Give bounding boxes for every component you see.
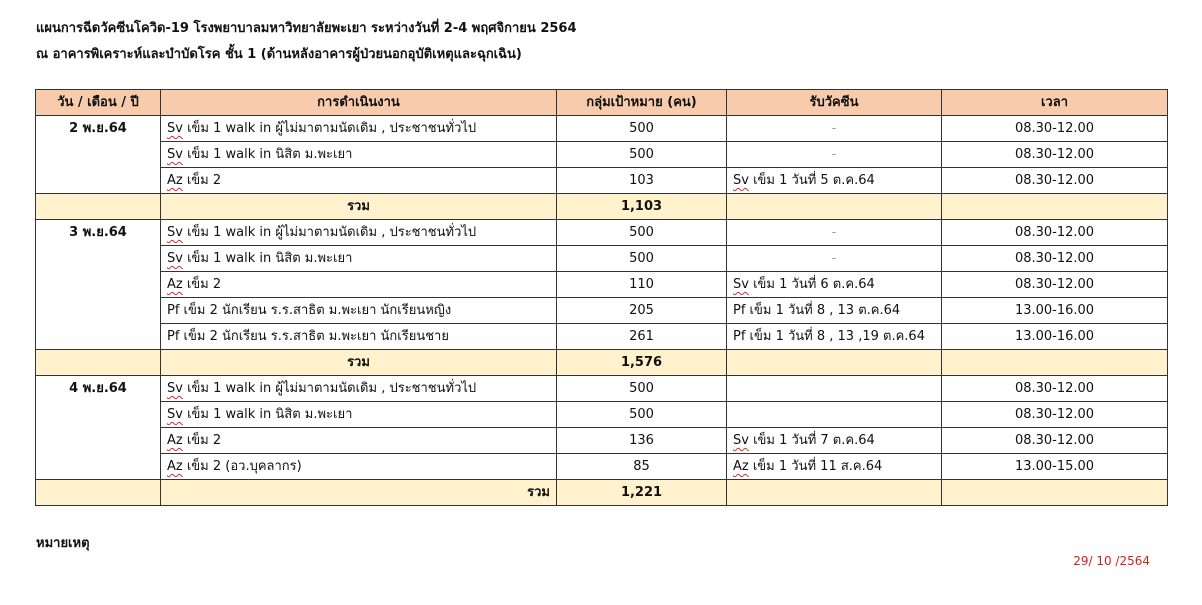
vaccine-cell-text: Pf เข็ม 1 วันที่ 8 , 13 ต.ค.64 <box>733 303 901 318</box>
time-cell: 08.30-12.00 <box>942 142 1168 168</box>
vaccine-brand-abbr: Sv <box>733 173 749 188</box>
activity-cell <box>161 220 557 246</box>
vaccine-brand-abbr: Sv <box>167 251 183 266</box>
activity-cell-text: เข็ม 1 walk in ผู้ไม่มาตามนัดเดิม , ประชาชนทั่วไป <box>182 225 477 240</box>
activity-cell-text: เข็ม 1 walk in นิสิต ม.พะเยา <box>182 407 353 422</box>
table-row <box>36 116 1168 142</box>
vaccine-brand-abbr: Sv <box>167 121 183 136</box>
total-empty-cell <box>727 194 942 220</box>
activity-cell <box>161 428 557 454</box>
table-row <box>36 142 1168 168</box>
total-label: รวม <box>161 350 557 376</box>
vaccine-cell <box>727 376 942 402</box>
vaccine-cell <box>727 246 942 272</box>
activity-cell-text: เข็ม 1 walk in ผู้ไม่มาตามนัดเดิม , ประชาชนทั่วไป <box>182 381 477 396</box>
table-body <box>36 116 1168 506</box>
header-activity: การดำเนินงาน <box>161 90 557 116</box>
vaccine-cell <box>727 324 942 350</box>
vaccine-brand-abbr: Az <box>167 459 183 474</box>
vaccine-cell-text: - <box>831 225 837 240</box>
time-cell: 08.30-12.00 <box>942 116 1168 142</box>
target-cell: 136 <box>557 428 727 454</box>
header-vaccine: รับวัคซีน <box>727 90 942 116</box>
activity-cell <box>161 324 557 350</box>
target-cell: 205 <box>557 298 727 324</box>
vaccine-cell-text: - <box>831 147 837 162</box>
vaccine-brand-abbr: Sv <box>733 277 749 292</box>
target-cell: 500 <box>557 116 727 142</box>
time-cell: 08.30-12.00 <box>942 168 1168 194</box>
vaccine-brand-abbr: Az <box>733 459 749 474</box>
total-value: 1,103 <box>557 194 727 220</box>
table-row <box>36 272 1168 298</box>
vaccine-cell-text: เข็ม 1 วันที่ 5 ต.ค.64 <box>748 173 875 188</box>
time-cell: 08.30-12.00 <box>942 272 1168 298</box>
activity-cell-text: เข็ม 1 walk in นิสิต ม.พะเยา <box>182 147 353 162</box>
vaccine-cell <box>727 142 942 168</box>
target-cell: 85 <box>557 454 727 480</box>
activity-cell-text: Pf เข็ม 2 นักเรียน ร.ร.สาธิต ม.พะเยา นักเรียนหญิง <box>167 303 452 318</box>
vaccine-cell <box>727 428 942 454</box>
table-row <box>36 246 1168 272</box>
vaccine-cell <box>727 272 942 298</box>
header-date: วัน / เดือน / ปี <box>36 90 161 116</box>
target-cell: 110 <box>557 272 727 298</box>
vaccine-cell-text: - <box>831 251 837 266</box>
activity-cell-text: เข็ม 2 <box>182 433 222 448</box>
activity-cell-text: เข็ม 2 <box>182 173 222 188</box>
total-label: รวม <box>161 480 557 506</box>
vaccine-cell <box>727 298 942 324</box>
total-row <box>36 350 1168 376</box>
time-cell: 08.30-12.00 <box>942 246 1168 272</box>
activity-cell <box>161 168 557 194</box>
activity-cell-text: เข็ม 2 (อว.บุคลากร) <box>182 459 302 474</box>
target-cell: 500 <box>557 376 727 402</box>
table-row <box>36 402 1168 428</box>
total-empty-cell <box>727 350 942 376</box>
date-stamp: 29/ 10 /2564 <box>1073 554 1150 568</box>
time-cell: 08.30-12.00 <box>942 376 1168 402</box>
time-cell: 08.30-12.00 <box>942 402 1168 428</box>
target-cell: 261 <box>557 324 727 350</box>
vaccine-brand-abbr: Az <box>167 173 183 188</box>
total-empty-cell <box>727 480 942 506</box>
vaccine-brand-abbr: Sv <box>167 147 183 162</box>
note-label: หมายเหตุ <box>36 536 90 551</box>
document-title: แผนการฉีดวัคซีนโควิด-19 โรงพยาบาลมหาวิทยาลัยพะเยา ระหว่างวันที่ 2-4 พฤศจิกายน 2564 <box>36 21 577 36</box>
table-header-row <box>36 90 1168 116</box>
activity-cell-text: Pf เข็ม 2 นักเรียน ร.ร.สาธิต ม.พะเยา นักเรียนชาย <box>167 329 449 344</box>
vaccine-cell-text: เข็ม 1 วันที่ 7 ต.ค.64 <box>748 433 875 448</box>
vaccine-brand-abbr: Sv <box>167 225 183 240</box>
total-empty-cell <box>942 350 1168 376</box>
table-row <box>36 298 1168 324</box>
table-row <box>36 428 1168 454</box>
table-row <box>36 324 1168 350</box>
vaccine-cell <box>727 402 942 428</box>
total-empty-cell <box>942 194 1168 220</box>
header-time: เวลา <box>942 90 1168 116</box>
activity-cell <box>161 142 557 168</box>
activity-cell <box>161 376 557 402</box>
table-row <box>36 168 1168 194</box>
activity-cell <box>161 246 557 272</box>
vaccine-cell <box>727 454 942 480</box>
header-target: กลุ่มเป้าหมาย (คน) <box>557 90 727 116</box>
activity-cell-text: เข็ม 1 walk in นิสิต ม.พะเยา <box>182 251 353 266</box>
date-cell: 4 พ.ย.64 <box>36 376 161 480</box>
vaccine-cell <box>727 220 942 246</box>
date-cell: 2 พ.ย.64 <box>36 116 161 194</box>
total-label: รวม <box>161 194 557 220</box>
vaccine-brand-abbr: Sv <box>167 381 183 396</box>
total-row <box>36 194 1168 220</box>
table-row <box>36 454 1168 480</box>
table-row <box>36 376 1168 402</box>
activity-cell <box>161 298 557 324</box>
vaccine-brand-abbr: Sv <box>733 433 749 448</box>
vaccine-brand-abbr: Sv <box>167 407 183 422</box>
activity-cell-text: เข็ม 2 <box>182 277 222 292</box>
table-row <box>36 220 1168 246</box>
total-value: 1,576 <box>557 350 727 376</box>
vaccine-cell-text: Pf เข็ม 1 วันที่ 8 , 13 ,19 ต.ค.64 <box>733 329 925 344</box>
activity-cell <box>161 454 557 480</box>
activity-cell-text: เข็ม 1 walk in ผู้ไม่มาตามนัดเดิม , ประชาชนทั่วไป <box>182 121 477 136</box>
target-cell: 500 <box>557 246 727 272</box>
time-cell: 13.00-15.00 <box>942 454 1168 480</box>
total-empty-cell <box>36 350 161 376</box>
vaccine-cell-text: - <box>831 121 837 136</box>
vaccination-plan-table <box>35 89 1168 506</box>
date-cell: 3 พ.ย.64 <box>36 220 161 350</box>
vaccine-brand-abbr: Az <box>167 277 183 292</box>
time-cell: 08.30-12.00 <box>942 220 1168 246</box>
time-cell: 08.30-12.00 <box>942 428 1168 454</box>
vaccine-brand-abbr: Az <box>167 433 183 448</box>
total-empty-cell <box>36 194 161 220</box>
vaccine-cell <box>727 116 942 142</box>
target-cell: 500 <box>557 220 727 246</box>
target-cell: 103 <box>557 168 727 194</box>
vaccine-cell-text: เข็ม 1 วันที่ 11 ส.ค.64 <box>748 459 883 474</box>
target-cell: 500 <box>557 402 727 428</box>
vaccine-cell-text: เข็ม 1 วันที่ 6 ต.ค.64 <box>748 277 875 292</box>
total-empty-cell <box>942 480 1168 506</box>
activity-cell <box>161 402 557 428</box>
vaccine-cell <box>727 168 942 194</box>
total-value: 1,221 <box>557 480 727 506</box>
document-subtitle: ณ อาคารพิเคราะห์และบำบัดโรค ชั้น 1 (ด้านหลังอาคารผู้ป่วยนอกอุบัติเหตุและฉุกเฉิน) <box>36 47 522 62</box>
activity-cell <box>161 116 557 142</box>
target-cell: 500 <box>557 142 727 168</box>
activity-cell <box>161 272 557 298</box>
time-cell: 13.00-16.00 <box>942 298 1168 324</box>
total-empty-cell <box>36 480 161 506</box>
total-row <box>36 480 1168 506</box>
time-cell: 13.00-16.00 <box>942 324 1168 350</box>
